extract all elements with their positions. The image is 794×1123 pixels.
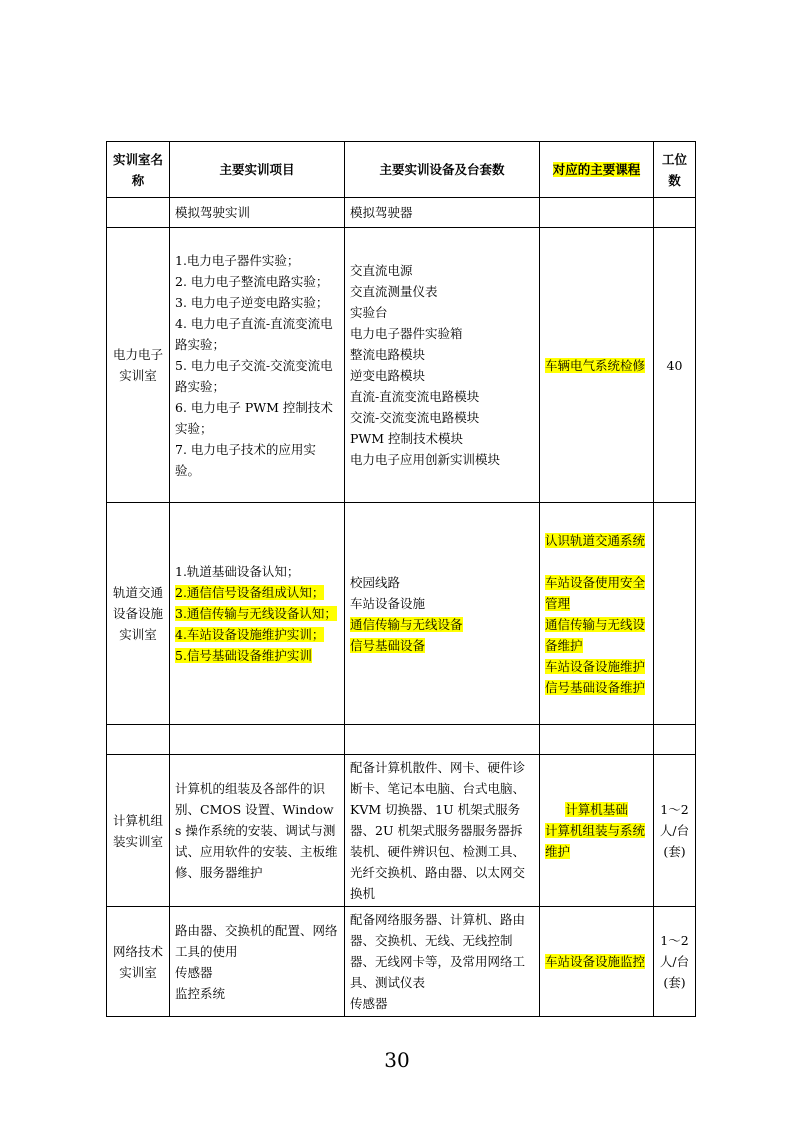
equipment-line: 交直流电源 bbox=[350, 263, 413, 278]
table-row bbox=[107, 228, 696, 503]
equipment-line: 校园线路 bbox=[350, 574, 401, 590]
item-line: 路由器、交换机的配置、网络工具的使用 bbox=[175, 922, 338, 959]
course-cell bbox=[540, 755, 654, 907]
training-room-table bbox=[106, 141, 696, 1017]
room-name-cell bbox=[107, 198, 170, 228]
room-name-cell bbox=[107, 725, 170, 755]
item-line: 4. 电力电子直流-直流变流电路实验； bbox=[175, 315, 333, 352]
course-line bbox=[545, 820, 648, 862]
header-courses-label: 对应的主要课程 bbox=[552, 162, 641, 177]
course-cell bbox=[540, 725, 654, 755]
course-cell bbox=[540, 228, 654, 503]
item-line bbox=[175, 582, 339, 603]
equipment-line bbox=[350, 614, 534, 635]
item-line: 计算机的组装及各部件的识别、CMOS 设置、Windows 操作系统的安装、调试与测试、应用软件的安装、主板维修、服务器维护 bbox=[175, 781, 338, 880]
stations-cell bbox=[654, 725, 696, 755]
item-line: 2. 电力电子整流电路实验； bbox=[175, 273, 329, 289]
item-line: 3. 电力电子逆变电路实验； bbox=[175, 294, 329, 310]
items-cell bbox=[170, 907, 345, 1017]
course-line bbox=[545, 799, 648, 820]
course-highlight: 通信传输与无线设备维护 bbox=[545, 616, 646, 653]
item-highlight: 4.车站设备设施维护实训； bbox=[175, 627, 325, 642]
item-line bbox=[175, 603, 339, 624]
course-highlight: 车站设备设施维护 bbox=[545, 658, 646, 674]
course-line bbox=[545, 677, 648, 698]
course-highlight: 认识轨道交通系统 bbox=[545, 532, 646, 548]
equipment-line: 实验台 bbox=[350, 305, 388, 320]
course-highlight: 计算机基础 bbox=[565, 802, 628, 817]
course-highlight: 计算机组装与系统维护 bbox=[545, 823, 646, 859]
stations-cell: 1～2人/台(套) bbox=[654, 907, 696, 1017]
items-cell bbox=[170, 198, 345, 228]
room-name-cell: 电力电子实训室 bbox=[107, 228, 170, 503]
equipment-line: 整流电路模块 bbox=[350, 347, 426, 362]
room-name-cell: 计算机组装实训室 bbox=[107, 755, 170, 907]
equipment-line: 电力电子应用创新实训模块 bbox=[350, 452, 501, 467]
item-highlight: 5.信号基础设备维护实训 bbox=[175, 648, 312, 663]
table-row bbox=[107, 755, 696, 907]
room-name-cell: 轨道交通设备设施实训室 bbox=[107, 503, 170, 725]
equipment-cell bbox=[345, 755, 540, 907]
equipment-cell bbox=[345, 198, 540, 228]
equipment-line: 交直流测量仪表 bbox=[350, 284, 438, 299]
course-highlight: 车站设备设施监控 bbox=[545, 954, 646, 969]
course-cell bbox=[540, 198, 654, 228]
equipment-line: 传感器 bbox=[350, 996, 388, 1011]
equipment-line: 逆变电路模块 bbox=[350, 368, 426, 383]
item-line: 监控系统 bbox=[175, 985, 226, 1001]
item-highlight: 2.通信信号设备组成认知； bbox=[175, 585, 325, 600]
item-line: 1.轨道基础设备认知； bbox=[175, 564, 300, 579]
item-line bbox=[175, 645, 339, 666]
equipment-cell bbox=[345, 503, 540, 725]
item-line: 模拟驾驶实训 bbox=[175, 205, 251, 220]
item-line bbox=[175, 624, 339, 645]
equipment-cell bbox=[345, 725, 540, 755]
course-gap bbox=[545, 551, 648, 572]
page-number: 30 bbox=[384, 1048, 410, 1072]
equipment-line: 直流-直流变流电路模块 bbox=[350, 389, 480, 404]
item-line: 传感器 bbox=[175, 964, 213, 980]
equipment-line: PWM 控制技术模块 bbox=[350, 431, 464, 446]
course-highlight: 车站设备使用安全管理 bbox=[545, 574, 646, 611]
header-equipment: 主要实训设备及台套数 bbox=[345, 142, 540, 198]
course-cell bbox=[540, 503, 654, 725]
header-courses bbox=[540, 142, 654, 198]
items-cell bbox=[170, 725, 345, 755]
items-cell bbox=[170, 755, 345, 907]
item-line: 5. 电力电子交流-交流变流电路实验； bbox=[175, 357, 333, 394]
header-room-name: 实训室名称 bbox=[107, 142, 170, 198]
room-name-cell: 网络技术实训室 bbox=[107, 907, 170, 1017]
items-cell bbox=[170, 503, 345, 725]
equipment-cell bbox=[345, 907, 540, 1017]
stations-cell bbox=[654, 198, 696, 228]
stations-cell bbox=[654, 503, 696, 725]
course-line bbox=[545, 656, 648, 677]
equipment-highlight: 通信传输与无线设备 bbox=[350, 616, 463, 632]
table-row bbox=[107, 907, 696, 1017]
equipment-line bbox=[350, 635, 534, 656]
equipment-line: 配备网络服务器、计算机、路由器、交换机、无线、无线控制器、无线网卡等，及常用网络工具、测试仪表 bbox=[350, 912, 526, 990]
header-training-items: 主要实训项目 bbox=[170, 142, 345, 198]
items-cell bbox=[170, 228, 345, 503]
equipment-line: 配备计算机散件、网卡、硬件诊断卡、笔记本电脑、台式电脑、KVM 切换器、1U 机架式服务器、2U 机架式服务器服务器拆装机、硬件辨识包、检测工具、光纤交换机、路由器、以太网交换机 bbox=[350, 760, 526, 901]
course-cell bbox=[540, 907, 654, 1017]
item-highlight: 3.通信传输与无线设备认知； bbox=[175, 606, 337, 621]
course-line bbox=[545, 614, 648, 656]
table-row bbox=[107, 503, 696, 725]
course-line: 车辆电气系统检修 bbox=[545, 357, 646, 373]
equipment-highlight: 信号基础设备 bbox=[350, 637, 426, 653]
table-header-row bbox=[107, 142, 696, 198]
equipment-line: 模拟驾驶器 bbox=[350, 205, 413, 220]
header-stations: 工位数 bbox=[654, 142, 696, 198]
equipment-line: 电力电子器件实验箱 bbox=[350, 326, 463, 341]
equipment-line: 交流-交流变流电路模块 bbox=[350, 410, 480, 425]
item-line: 1.电力电子器件实验； bbox=[175, 252, 300, 268]
equipment-cell bbox=[345, 228, 540, 503]
stations-cell: 40 bbox=[654, 228, 696, 503]
course-highlight: 信号基础设备维护 bbox=[545, 679, 646, 695]
item-line: 7. 电力电子技术的应用实验。 bbox=[175, 441, 316, 478]
equipment-line: 车站设备设施 bbox=[350, 595, 426, 611]
course-line bbox=[545, 530, 648, 551]
table-row bbox=[107, 725, 696, 755]
table-row bbox=[107, 198, 696, 228]
item-line: 6. 电力电子 PWM 控制技术实验； bbox=[175, 399, 333, 436]
stations-cell: 1～2人/台(套) bbox=[654, 755, 696, 907]
course-line bbox=[545, 572, 648, 614]
